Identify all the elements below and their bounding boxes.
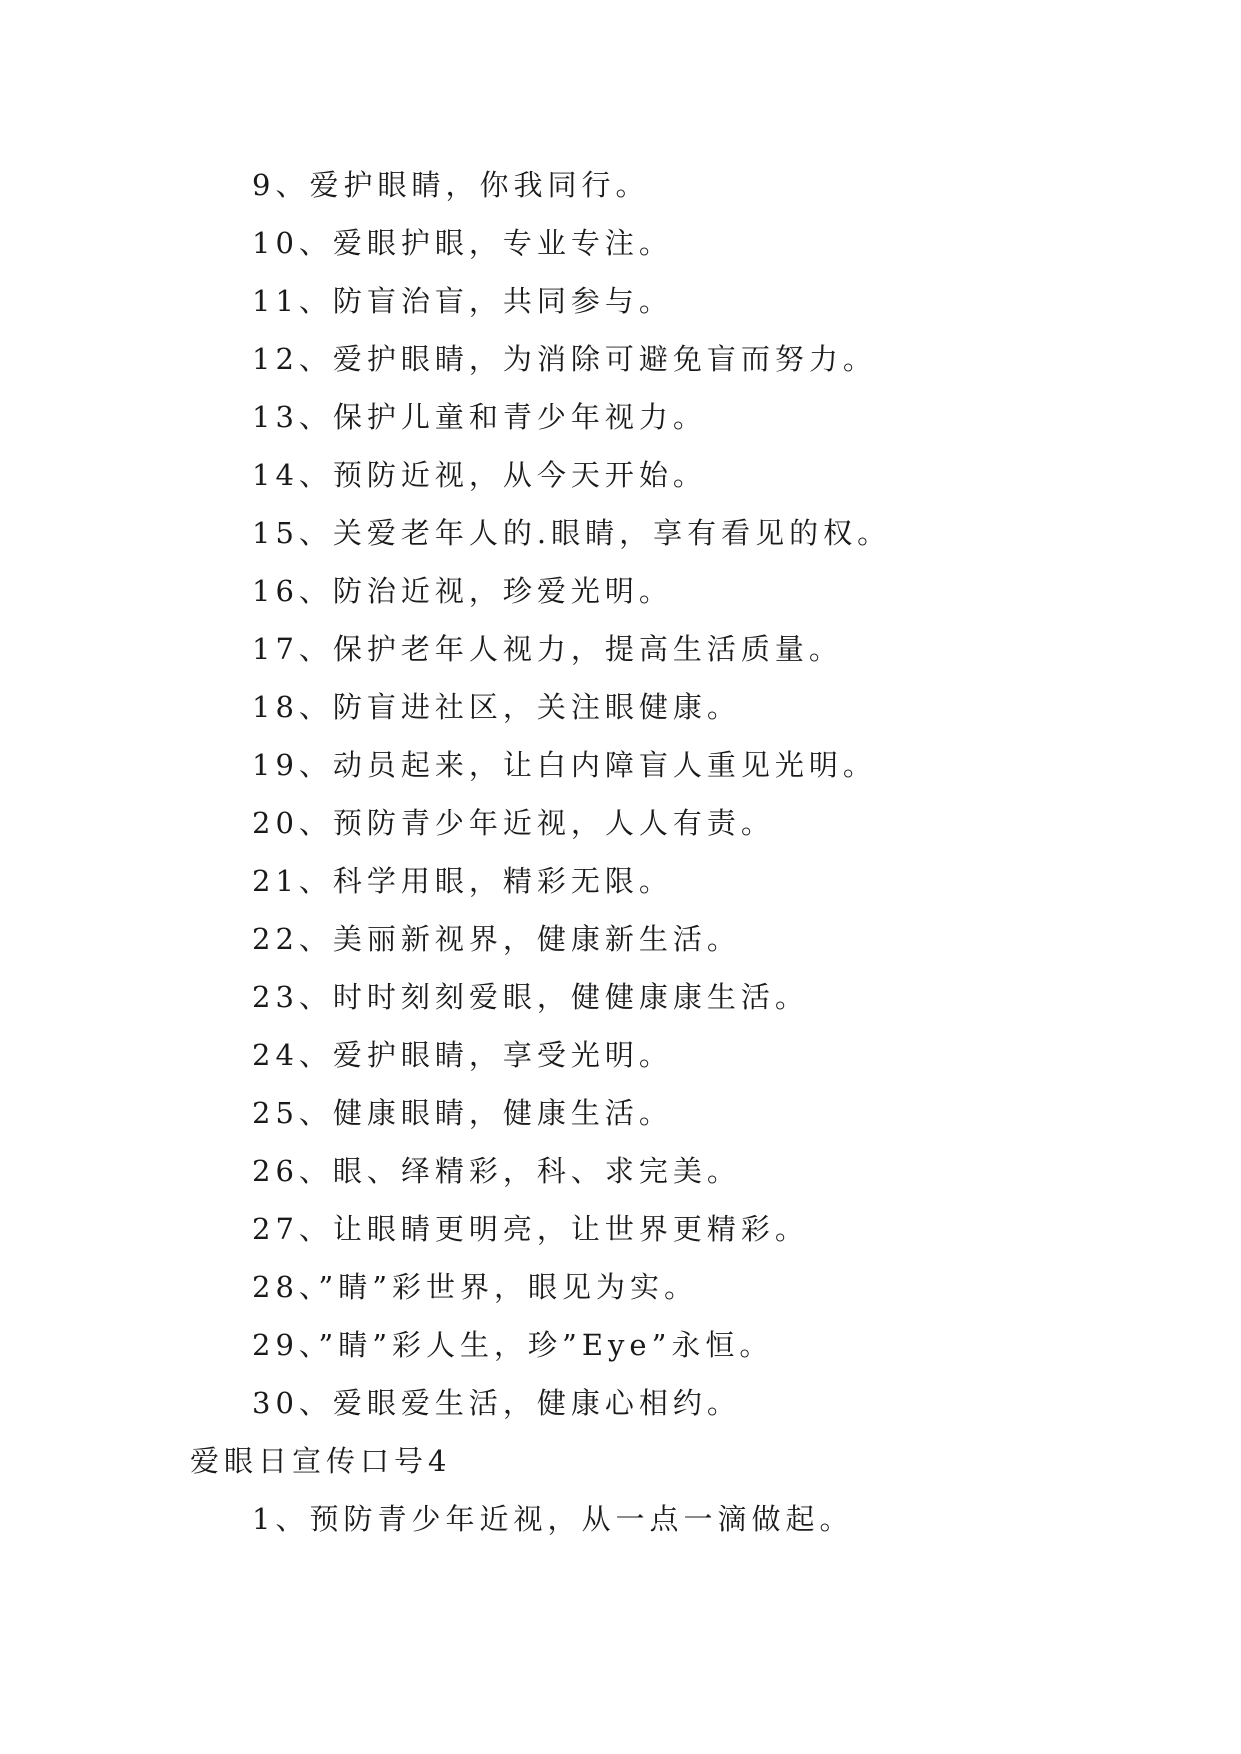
slogan-line: 24、爱护眼睛，享受光明。	[252, 1038, 673, 1072]
slogan-line: 16、防治近视，珍爱光明。	[252, 574, 673, 608]
slogan-line: 14、预防近视，从今天开始。	[252, 458, 707, 492]
slogan-line: 9、爱护眼睛，你我同行。	[252, 168, 650, 202]
slogan-line: 15、关爱老年人的.眼睛，享有看见的权。	[252, 516, 892, 550]
slogan-line: 29、”睛”彩人生，珍”Eye”永恒。	[252, 1328, 774, 1362]
section-heading: 爱眼日宣传口号4	[190, 1444, 452, 1478]
slogan-line: 11、防盲治盲，共同参与。	[252, 284, 673, 318]
slogan-line: 13、保护儿童和青少年视力。	[252, 400, 707, 434]
slogan-line: 23、时时刻刻爱眼，健健康康生活。	[252, 980, 809, 1014]
slogan-line: 26、眼、绎精彩，科、求完美。	[252, 1154, 741, 1188]
slogan-line: 17、保护老年人视力，提高生活质量。	[252, 632, 843, 666]
slogan-line: 30、爱眼爱生活，健康心相约。	[252, 1386, 741, 1420]
slogan-line: 10、爱眼护眼，专业专注。	[252, 226, 673, 260]
slogan-line: 12、爱护眼睛，为消除可避免盲而努力。	[252, 342, 877, 376]
slogan-line: 21、科学用眼，精彩无限。	[252, 864, 673, 898]
slogan-line: 25、健康眼睛，健康生活。	[252, 1096, 673, 1130]
slogan-line: 1、预防青少年近视，从一点一滴做起。	[252, 1502, 854, 1536]
slogan-line: 18、防盲进社区，关注眼健康。	[252, 690, 741, 724]
slogan-line: 22、美丽新视界，健康新生活。	[252, 922, 741, 956]
slogan-line: 28、”睛”彩世界，眼见为实。	[252, 1270, 699, 1304]
slogan-line: 19、动员起来，让白内障盲人重见光明。	[252, 748, 877, 782]
slogan-line: 20、预防青少年近视，人人有责。	[252, 806, 775, 840]
slogan-list	[0, 156, 1241, 1548]
slogan-line: 27、让眼睛更明亮，让世界更精彩。	[252, 1212, 809, 1246]
